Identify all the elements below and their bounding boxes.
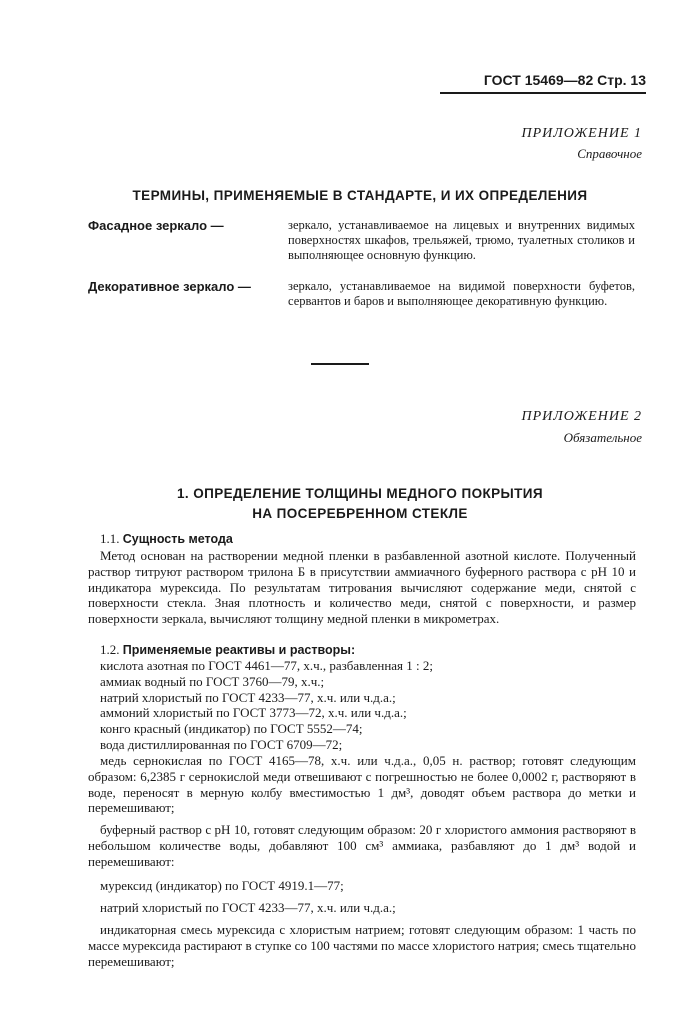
appendix-2-subtitle: Обязательное <box>563 430 642 445</box>
copper-sulfate-text: медь сернокислая по ГОСТ 4165—78, х.ч. или ч.д.а., 0,05 н. раствор; готовят следующим образом: 6,2385 г сернокислой меди отвешивают с погрешностью не более 0,0002 г, растворяют в воде, переносят в мерную колбу вместимостью 1 дм³, доводят объем раствора до метки и перемешивают; <box>88 753 636 816</box>
reagent-item: вода дистиллированная по ГОСТ 6709—72; <box>100 736 343 752</box>
section-1-title-line1: 1. ОПРЕДЕЛЕНИЕ ТОЛЩИНЫ МЕДНОГО ПОКРЫТИЯ <box>176 486 543 501</box>
page-header: ГОСТ 15469—82 Стр. 13 <box>440 72 646 94</box>
terms-heading: ТЕРМИНЫ, ПРИМЕНЯЕМЫЕ В СТАНДАРТЕ, И ИХ ОПРЕДЕЛЕНИЯ <box>132 188 588 203</box>
appendix-1-subtitle: Справочное <box>577 146 642 161</box>
reagent-item: натрий хлористый по ГОСТ 4233—77, х.ч. или ч.д.а.; <box>100 689 396 705</box>
appendix-1-title: ПРИЛОЖЕНИЕ 1 <box>521 126 642 141</box>
buffer-solution-text: буферный раствор с pH 10, готовят следующим образом: 20 г хлористого аммония растворяют в небольшом количестве воды, добавляют 100 см³ аммиака, разбавляют до 1 дм³ водой и перемешивают: <box>88 822 636 869</box>
subsection-1-1-title: Сущность метода <box>122 532 233 546</box>
sodium-chloride-line: натрий хлористый по ГОСТ 4233—77, х.ч. или ч.д.а.; <box>100 900 396 915</box>
section-1-title-line2: НА ПОСЕРЕБРЕННОМ СТЕКЛЕ <box>252 506 468 521</box>
reagent-item: аммиак водный по ГОСТ 3760—79, х.ч.; <box>100 673 325 689</box>
term-label-facade: Фасадное зеркало — <box>88 218 224 233</box>
subsection-1-2-number: 1.2. <box>100 642 120 657</box>
indicator-mix-text: индикаторная смесь мурексида с хлористым натрием; готовят следующим образом: 1 часть по массе мурексида растирают в ступке со 100 частями по массе хлористого натрия; смесь тщательно перемешивают; <box>88 922 636 969</box>
subsection-1-1-text: Метод основан на растворении медной пленки в разбавленной азотной кислоте. Полученный раствор титруют раствором трилона Б в присутствии аммиачного буферного раствора с pH 10 и индикатора мурексида. По результатам титрования вычисляют содержание меди, снятой с поверхности стекла. Зная плотность и количество меди, снятой с поверхности, и размер поверхности зеркала, вычисляют толщину медной пленки в микрометрах. <box>88 548 636 627</box>
reagent-item: аммоний хлористый по ГОСТ 3773—72, х.ч. или ч.д.а.; <box>100 705 407 721</box>
reagent-item: кислота азотная по ГОСТ 4461—77, х.ч., разбавленная 1 : 2; <box>100 658 434 673</box>
subsection-1-1-number: 1.1. <box>100 531 120 546</box>
section-divider <box>311 363 369 365</box>
reagent-item: конго красный (индикатор) по ГОСТ 5552—74; <box>100 721 363 737</box>
appendix-2-title: ПРИЛОЖЕНИЕ 2 <box>521 409 642 424</box>
reagent-list <box>100 658 636 753</box>
subsection-1-1-heading <box>100 531 233 547</box>
term-label-decorative: Декоративное зеркало — <box>88 279 251 294</box>
subsection-1-2-heading <box>100 642 355 658</box>
term-definition-facade: зеркало, устанавливаемое на лицевых и внутренних видимых поверхностях шкафов, трельяжей, трюмо, туалетных столиков и выполняющее основную функцию. <box>288 218 635 262</box>
murexide-line: мурексид (индикатор) по ГОСТ 4919.1—77; <box>100 878 344 893</box>
subsection-1-2-title: Применяемые реактивы и растворы: <box>122 643 356 657</box>
term-definition-decorative: зеркало, устанавливаемое на видимой поверхности буфетов, сервантов и баров и выполняющее декоративную функцию. <box>288 279 635 308</box>
